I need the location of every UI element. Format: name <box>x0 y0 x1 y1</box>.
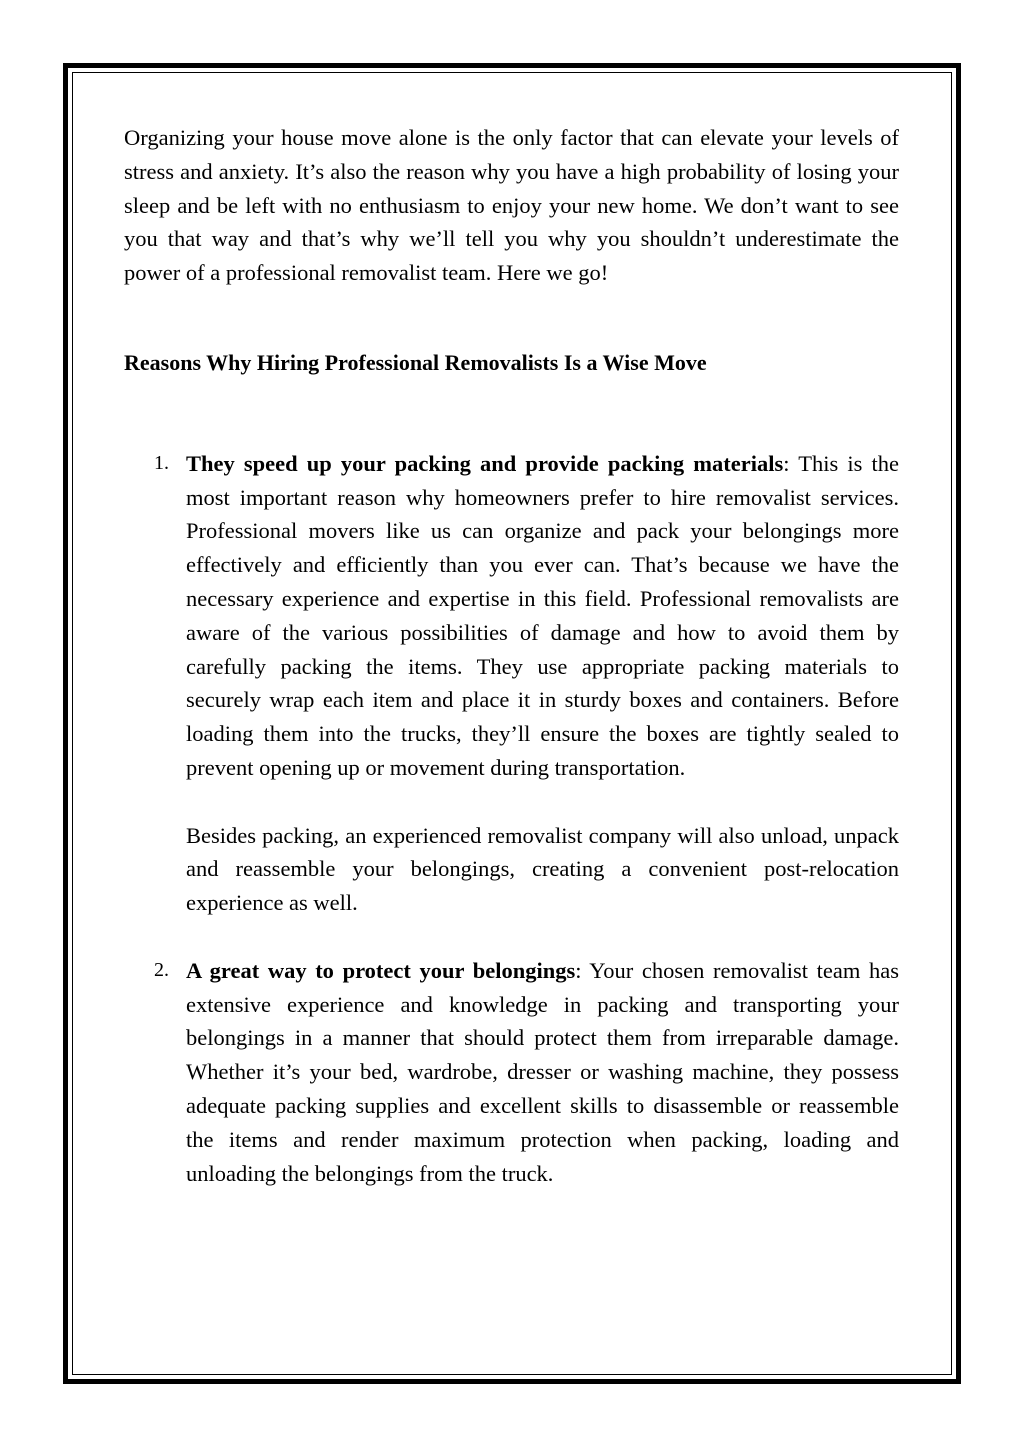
list-item-body: This is the most important reason why homeowners prefer to hire removalist services. Professional movers like us can organize and pack your belongings more effectively and efficiently than you ever can. That’s because we have the necessary experience and expertise in this field. Professional removalists are aware of the various possibilities of damage and how to avoid them by carefully packing the items. They use appropriate packing materials to securely wrap each item and place it in sturdy boxes and containers. Before loading them into the trucks, they’ll ensure the boxes are tightly sealed to prevent opening up or movement during transportation. <box>186 450 900 780</box>
list-item-body: Your chosen removalist team has extensive experience and knowledge in packing and transporting your belongings in a manner that should protect them from irreparable damage. Whether it’s your bed, wardrobe, dresser or washing machine, they possess adequate packing supplies and excellent skills to disassemble or reassemble the items and render maximum protection when packing, loading and unloading the belongings from the truck. <box>186 957 899 1186</box>
list-item-text <box>186 447 899 785</box>
list-item-separator: : <box>783 450 790 476</box>
document-body <box>124 121 899 1224</box>
intro-paragraph: Organizing your house move alone is the only factor that can elevate your levels of stress and anxiety. It’s also the reason why you have a high probability of losing your sleep and be left with no enthusiasm to enjoy your new home. We don’t want to see you that way and that’s why we’ll tell you why you shouldn’t underestimate the power of a professional removalist team. Here we go! <box>124 125 899 286</box>
list-item-extra-paragraph: Besides packing, an experienced removalist company will also unload, unpack and reassemble your belongings, creating a convenient post-relocation experience as well. <box>186 822 899 916</box>
list-item <box>124 954 899 1191</box>
reasons-list <box>124 447 899 1191</box>
list-item-title: A great way to protect your belongings <box>186 957 576 983</box>
list-item <box>124 447 899 920</box>
list-item-separator: : <box>575 957 582 983</box>
list-item-number: 2. <box>154 958 169 981</box>
list-item-title: They speed up your packing and provide packing materials <box>186 450 784 476</box>
section-heading: Reasons Why Hiring Professional Removalists Is a Wise Move <box>124 349 707 375</box>
list-item-text <box>186 954 899 1191</box>
list-item-number: 1. <box>154 451 169 474</box>
